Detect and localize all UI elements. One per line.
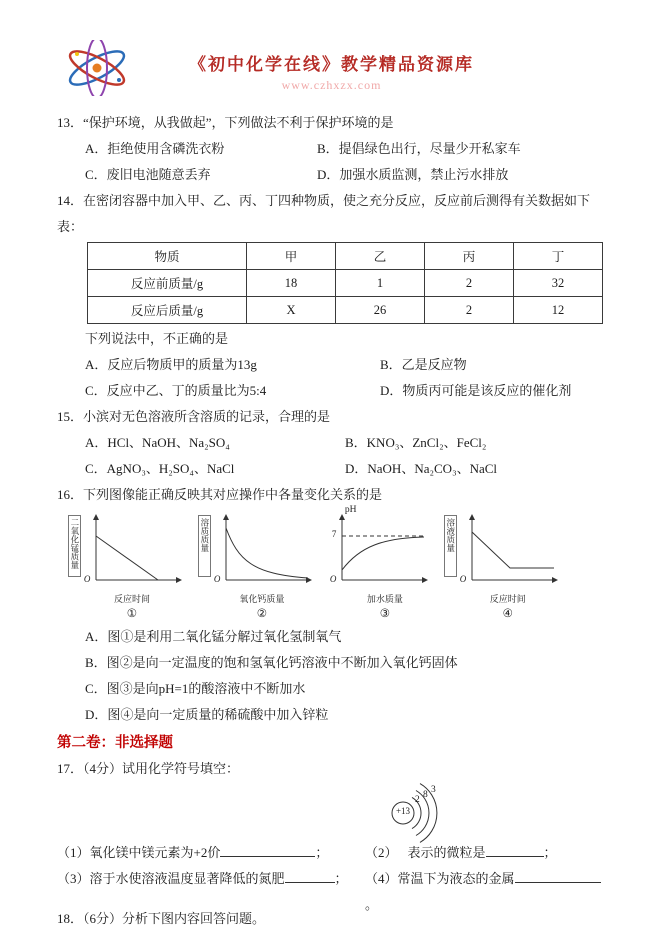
table-row-after <box>88 297 603 324</box>
resource-bank-title: 《初中化学在线》教学精品资源库 <box>189 55 474 74</box>
q14-option-d: D．物质丙可能是该反应的催化剂 <box>380 383 572 398</box>
header <box>57 42 606 100</box>
question-17 <box>57 756 606 912</box>
q14-option-c: C．反应中乙、丁的质量比为5:4 <box>85 383 267 398</box>
q17-part-2-mid: 表示的微粒是 <box>407 845 486 860</box>
nucleus-charge-label: +13 <box>395 806 411 816</box>
q17-atom-zone <box>57 782 606 840</box>
atomic-structure-diagram <box>387 782 465 840</box>
table-cell: 32 <box>514 270 603 297</box>
table-cell: 18 <box>247 270 336 297</box>
shell-2-electrons: 8 <box>423 790 428 800</box>
shell-3-electrons: 3 <box>431 785 436 795</box>
q14-data-table <box>87 242 603 324</box>
graph-1-xlabel: 反应时间 <box>113 594 150 604</box>
graph-4-xlabel: 反应时间 <box>489 594 526 604</box>
q13-option-b: B．提倡绿色出行，尽量少开私家车 <box>317 141 521 156</box>
origin-label: O <box>83 574 91 584</box>
graph-3-plot <box>328 512 428 592</box>
q16-options <box>57 624 606 728</box>
table-cell: 1 <box>336 270 425 297</box>
q13-stem: 13．“保护环境，从我做起”，下列做法不利于保护环境的是 <box>57 115 394 130</box>
table-cell: 反应前质量/g <box>88 270 247 297</box>
q18-stem: 18．（6分）分析下图内容回答问题。 <box>57 911 266 926</box>
q16-option-d: D．图④是向一定质量的稀硫酸中加入锌粒 <box>85 707 329 722</box>
q17-line-1 <box>57 840 606 866</box>
table-cell: 2 <box>425 297 514 324</box>
q17-part-1: （1）氧化镁中镁元素为+2价 <box>57 845 221 860</box>
graph-3-ylabel: pH <box>344 505 357 515</box>
q14-option-b: B．乙是反应物 <box>380 357 467 372</box>
q16-option-b: B．图②是向一定温度的饱和氢氧化钙溶液中不断加入氧化钙固体 <box>85 655 458 670</box>
graph-2 <box>198 512 312 620</box>
q15-option-a: A．HCl、NaOH、Na₂SO₄ <box>85 435 230 450</box>
question-16 <box>57 482 606 728</box>
graph-2-xlabel: 氧化钙质量 <box>239 594 285 604</box>
q16-option-a: A．图①是利用二氧化锰分解过氧化氢制氧气 <box>85 629 342 644</box>
q14-stem: 14．在密闭容器中加入甲、乙、丙、丁四种物质，使之充分反应，反应前后测得有关数据如下表： <box>57 193 591 234</box>
q15-stem: 15．小滨对无色溶液所含溶质的记录，合理的是 <box>57 409 331 424</box>
graph-3-xlabel: 加水质量 <box>366 594 403 604</box>
q17-part-1-end: ； <box>315 845 329 860</box>
graph-1-number: ① <box>126 608 138 620</box>
answer-blank <box>220 843 315 857</box>
origin-label: O <box>213 574 221 584</box>
table-header-cell: 丁 <box>514 243 603 270</box>
graph-3-number: ③ <box>379 608 390 620</box>
graph-1-plot <box>82 512 182 592</box>
origin-label: O <box>459 574 467 584</box>
table-cell: 2 <box>425 270 514 297</box>
table-header-cell: 甲 <box>247 243 336 270</box>
answer-blank <box>515 869 601 883</box>
table-header-cell: 物质 <box>88 243 247 270</box>
graph-4-ylabel: 溶液质量 <box>444 515 457 577</box>
question-13 <box>57 110 606 188</box>
graph-1-ylabel: 二氧化锰质量 <box>68 515 81 577</box>
q16-graphs <box>57 505 606 620</box>
table-cell: X <box>247 297 336 324</box>
q17-part-3-end: ； <box>334 871 348 886</box>
q14-substem: 下列说法中，不正确的是 <box>85 331 229 346</box>
question-15 <box>57 404 606 482</box>
graph-4-number: ④ <box>502 608 513 620</box>
table-header-cell: 丙 <box>425 243 514 270</box>
q17-part-4: （4）常温下为液态的金属 <box>365 871 515 886</box>
q16-option-c: C．图③是向pH=1的酸溶液中不断加水 <box>85 681 306 696</box>
graph-2-plot <box>212 512 312 592</box>
graph-2-number: ② <box>256 608 268 620</box>
q14-option-a: A．反应后物质甲的质量为13g <box>85 357 257 372</box>
q15-options <box>57 430 606 482</box>
q15-option-c: C．AgNO₃、H₂SO₄、NaCl <box>85 461 235 476</box>
q15-option-d: D．NaOH、Na₂CO₃、NaCl <box>345 461 498 476</box>
table-header-cell: 乙 <box>336 243 425 270</box>
graph-1 <box>68 512 182 620</box>
graph-3 <box>328 505 428 620</box>
q17-line-2 <box>57 866 606 912</box>
answer-blank <box>285 869 335 883</box>
section-2-heading: 第二卷：非选择题 <box>57 735 173 751</box>
graph-4-plot <box>458 512 558 592</box>
atom-logo-icon <box>61 40 133 96</box>
answer-blank <box>486 843 544 857</box>
table-cell: 12 <box>514 297 603 324</box>
q17-stem: 17．（4分）试用化学符号填空： <box>57 761 240 776</box>
graph-2-ylabel: 溶质质量 <box>198 515 211 577</box>
q14-options <box>57 352 606 404</box>
question-14 <box>57 188 606 404</box>
q13-options <box>57 136 606 188</box>
shell-1-electrons: 2 <box>415 795 420 805</box>
table-row-before <box>88 270 603 297</box>
site-url: www.czhxzx.com <box>281 78 382 92</box>
q13-option-c: C．废旧电池随意丢弃 <box>85 167 211 182</box>
q17-part-2: （2） <box>365 845 398 860</box>
q17-part-3: （3）溶于水使溶液温度显著降低的氮肥 <box>57 871 285 886</box>
q16-stem: 16．下列图像能正确反映其对应操作中各量变化关系的是 <box>57 487 383 502</box>
origin-label: O <box>329 574 337 584</box>
ph7-tick-label: 7 <box>331 529 337 539</box>
q13-option-a: A．拒绝使用含磷洗衣粉 <box>85 141 225 156</box>
table-cell: 反应后质量/g <box>88 297 247 324</box>
table-header-row <box>88 243 603 270</box>
table-cell: 26 <box>336 297 425 324</box>
q15-option-b: B．KNO₃、ZnCl₂、FeCl₂ <box>345 435 487 450</box>
q13-option-d: D．加强水质监测，禁止污水排放 <box>317 167 509 182</box>
q17-part-2-end: ； <box>543 845 557 860</box>
q17-part-4-end: 。 <box>365 897 379 912</box>
graph-4 <box>444 512 558 620</box>
